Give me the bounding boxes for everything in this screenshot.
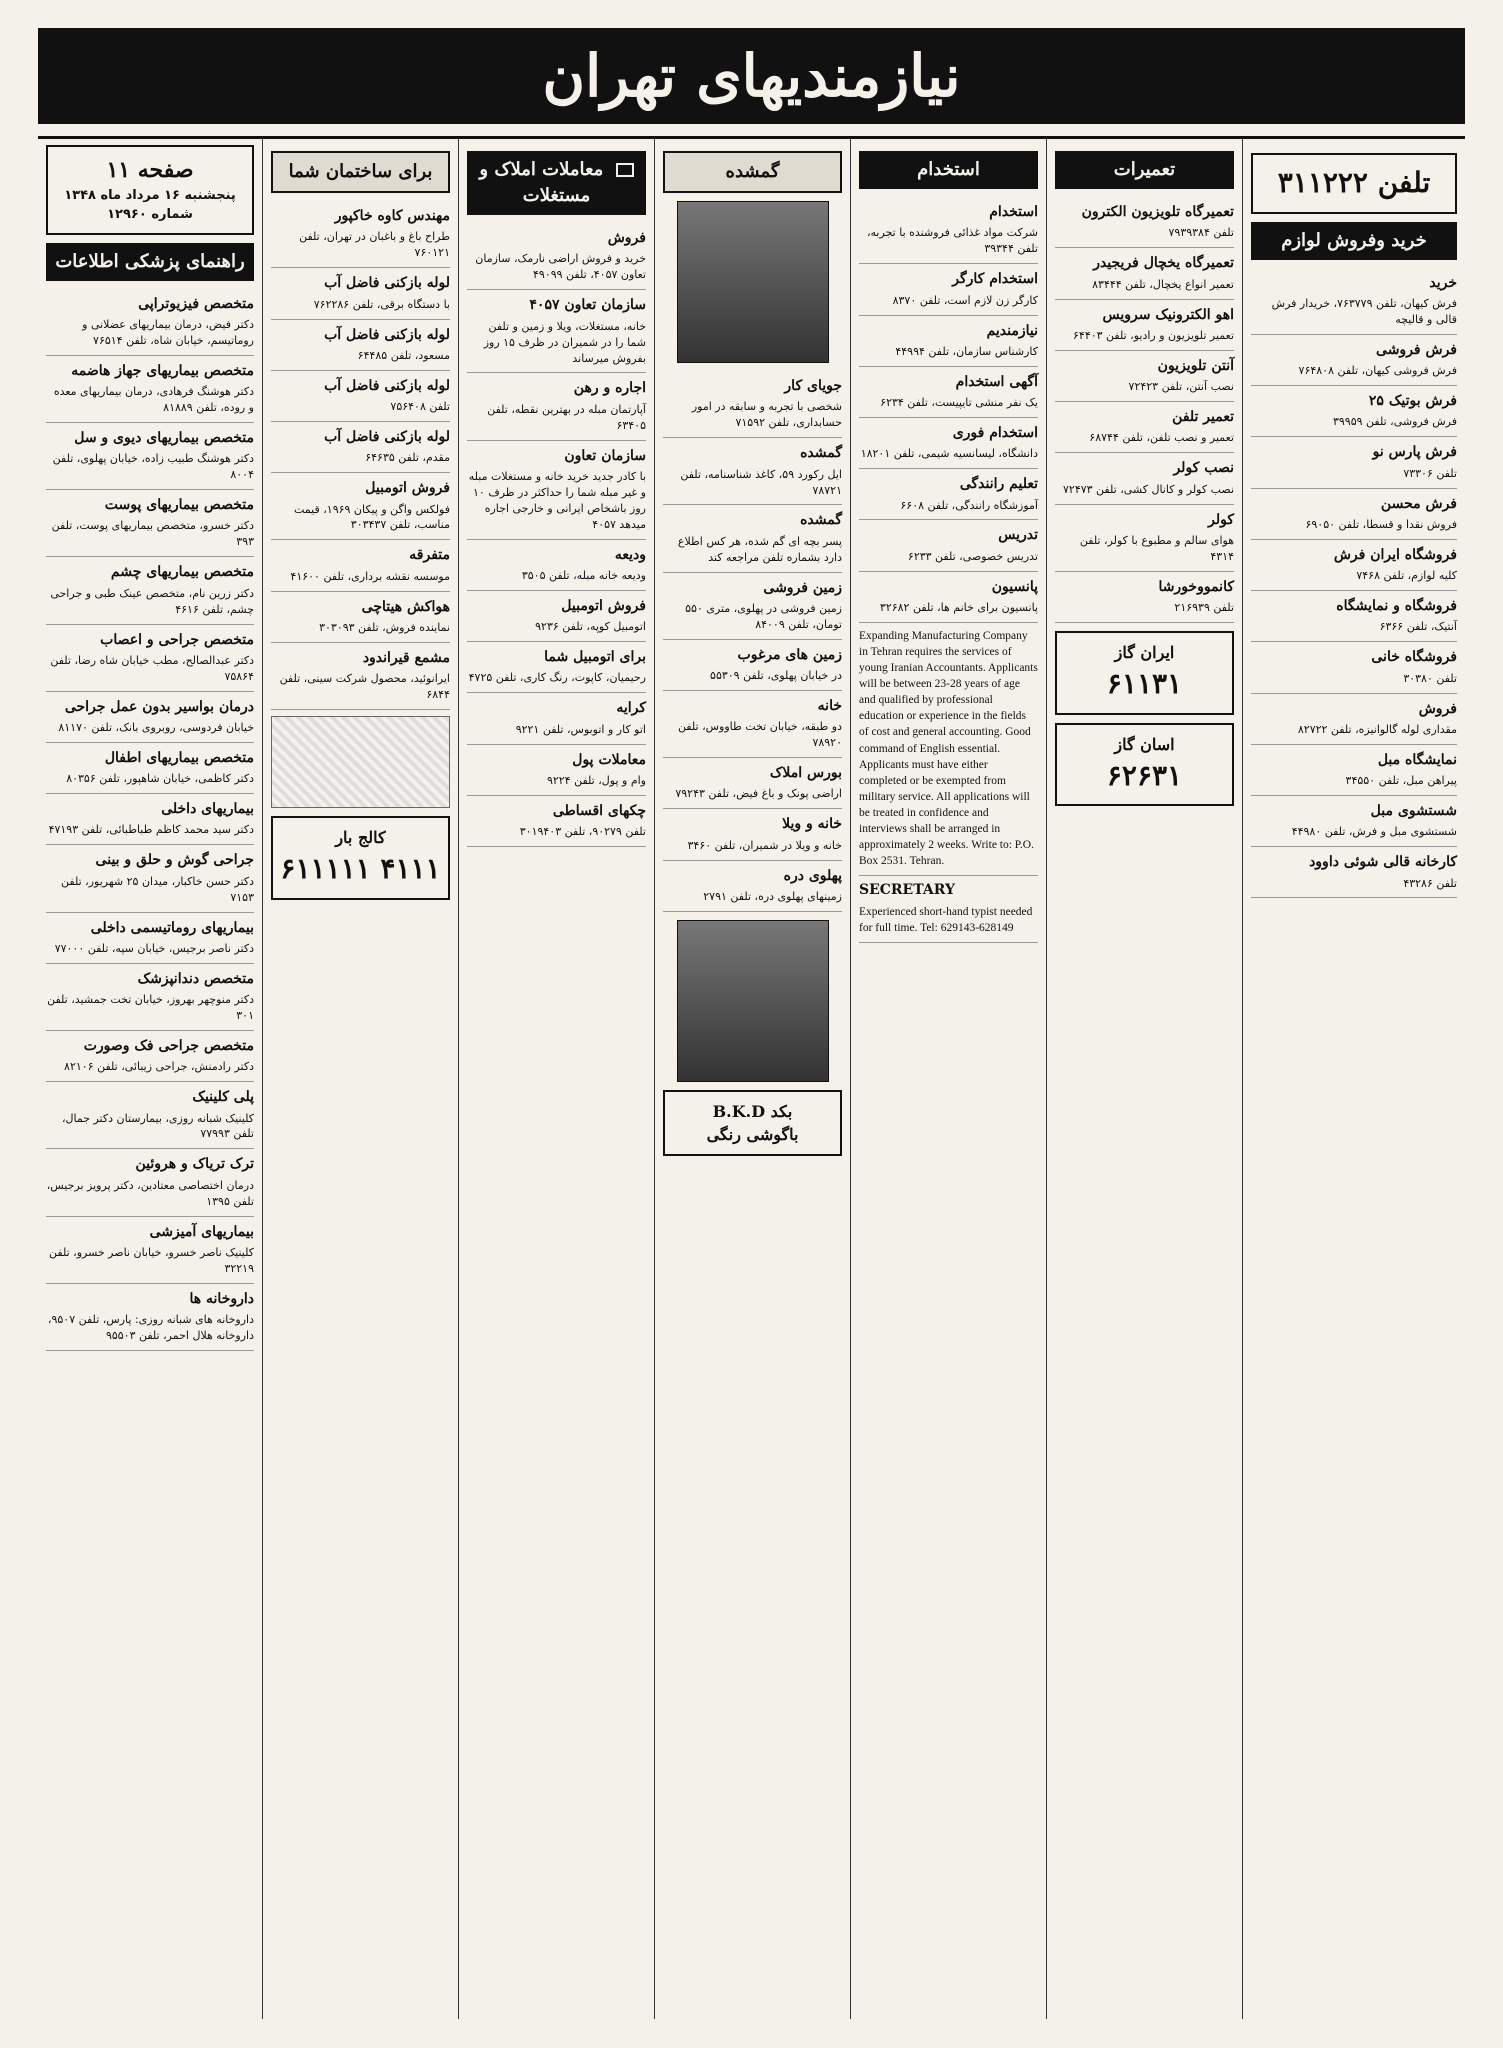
classified-ad: [1055, 300, 1234, 351]
classified-ad: [859, 367, 1038, 418]
column-1: [38, 139, 262, 2019]
ad-text: دکتر حسن خاکبار، میدان ۲۵ شهریور، تلفن ۷۱۵۳: [61, 874, 254, 904]
ad-text: مقدم، تلفن ۶۴۶۳۵: [365, 451, 450, 465]
classified-ad: [271, 201, 450, 268]
ad-text: دکتر هوشنگ فرهادی، درمان بیماریهای معده و روده، تلفن ۸۱۸۸۹: [53, 385, 254, 415]
classified-ad: [1251, 386, 1457, 437]
section-title: راهنمای پزشکی اطلاعات: [46, 243, 254, 281]
ad-text: آنتیک، تلفن ۶۳۶۶: [1379, 620, 1457, 634]
classified-ad: [467, 223, 646, 290]
ad-text: ایل رکورد ۵۹، کاغذ شناسنامه، تلفن ۷۸۷۲۱: [680, 467, 842, 497]
classified-ad: [467, 693, 646, 744]
classified-ad: [271, 643, 450, 710]
ad-text: آپارتمان مبله در بهترین نقطه، تلفن ۶۳۴۰۵: [487, 402, 646, 432]
english-job-ad: Expanding Manufacturing Company in Tehran requires the services of young Iranian Accountants. Applicants will be between 23-28 years of age and qualified by professional education or experience in the fields of cost and general accounting. Good command of English essential. Applicants must have either completed or be exempted from military service. All applications will be treated in confidence and interviews shall be arranged in approximately 2 weeks. Write to: P.O. Box 2531. Tehran.: [859, 623, 1038, 876]
classified-ad: [46, 913, 254, 964]
ad-text: تلفن ۷۹۳۹۳۸۴: [1168, 226, 1234, 240]
ad-text: با کادر جدید خرید خانه و مستغلات مبله و غیر مبله شما را حداکثر در ظرف ۱۰ روز باشخاص ایرانی و خارجی اجاره میدهد ۴۰۵۷: [468, 469, 646, 531]
ad-text: درمان اختصاصی معتادین، دکتر پرویز برجیس، تلفن ۱۳۹۵: [46, 1178, 254, 1208]
ad-text: کلینیک ناصر خسرو، خیابان ناصر خسرو، تلفن ۳۲۲۱۹: [49, 1245, 254, 1275]
ad-title: پهلوی دره: [783, 867, 842, 884]
ad-title: اجاره و رهن: [573, 380, 646, 397]
ad-text: Experienced short-hand typist needed for full time. Tel: 629143-628149: [859, 905, 1033, 934]
ad-title: شستشوی مبل: [1370, 802, 1457, 819]
ad-text: تلفن ۳۰۳۸۰: [1403, 671, 1457, 685]
classified-ad: [271, 592, 450, 643]
secretary-ad: [859, 876, 1038, 943]
ad-text: دکتر فیض، درمان بیماریهای عضلانی و روماتیسم، خیابان شاه، تلفن ۷۶۵۱۴: [82, 317, 254, 347]
ad-title: داروخانه ها: [189, 1290, 254, 1307]
ad-text: دکتر ناصر برجیس، خیابان سپه، تلفن ۷۷۰۰۰: [54, 941, 254, 955]
ad-text: دکتر رادمنش، جراحی زیبائی، تلفن ۸۲۱۰۶: [64, 1060, 254, 1074]
ad-title: چکهای اقساطی: [552, 802, 646, 819]
ad-title: زمین فروشی: [763, 579, 842, 596]
classified-ad: [663, 505, 842, 572]
column-6: [1046, 139, 1242, 2019]
section-title: استخدام: [859, 151, 1038, 189]
ad-title: سازمان تعاون ۴۰۵۷: [529, 297, 646, 314]
section-title: [467, 151, 646, 215]
classified-ad: [663, 691, 842, 758]
ad-title: تعمیرگاه یخچال فریجیدر: [1093, 255, 1234, 272]
ad-title: نصب کولر: [1173, 460, 1234, 477]
classified-ad: [1055, 505, 1234, 572]
classified-ad: [1251, 489, 1457, 540]
ad-title: SECRETARY: [859, 882, 955, 899]
classified-ad: [859, 316, 1038, 367]
classified-ad: [46, 794, 254, 845]
classified-ad: [467, 591, 646, 642]
ad-title: لوله بازکنی فاضل آب: [324, 275, 450, 292]
ad-title: جویای کار: [784, 378, 842, 395]
classified-ad: [859, 520, 1038, 571]
classified-ad: [467, 642, 646, 693]
ad-text: فولکس واگن و پیکان ۱۹۶۹، قیمت مناسب، تلفن ۳۰۳۴۳۷: [294, 502, 450, 532]
ad-text: فرش کیهان، تلفن ۷۶۳۷۷۹، خریدار فرش قالی و قالیچه: [1271, 296, 1457, 326]
ad-text: نصب کولر و کانال کشی، تلفن ۷۲۴۷۳: [1063, 482, 1234, 496]
ad-title: اهو الکترونیک سرویس: [1102, 306, 1234, 323]
classified-ad: [467, 540, 646, 591]
ad-title: نیازمندیم: [986, 322, 1038, 339]
ad-title: خرید: [1429, 274, 1457, 291]
ads-list: [663, 371, 842, 912]
iran-gaz-ad: [1055, 631, 1234, 715]
classified-ad: [467, 290, 646, 373]
classified-ad: [1055, 197, 1234, 248]
ad-title: فروشگاه ایران فرش: [1333, 546, 1457, 563]
classified-ad: [46, 423, 254, 490]
classified-ad: [46, 1217, 254, 1284]
classified-ad: [467, 745, 646, 796]
ad-text: اراضی پونک و باغ فیض، تلفن ۷۹۲۴۳: [675, 787, 842, 801]
ad-text: شستشوی مبل و فرش، تلفن ۴۴۹۸۰: [1291, 825, 1457, 839]
ad-text: نصب آنتن، تلفن ۷۲۴۲۳: [1128, 380, 1234, 394]
column-2: [262, 139, 458, 2019]
ad-text: تعمیر تلویزیون و رادیو، تلفن ۶۴۴۰۳: [1073, 328, 1234, 342]
ad-title: لوله بازکنی فاضل آب: [324, 377, 450, 394]
ads-list: [1055, 197, 1234, 623]
phone-header-number: تلفن ۳۱۱۲۲۲: [1277, 166, 1431, 199]
ad-text: خیابان فردوسی، روبروی بانک، تلفن ۸۱۱۷۰: [58, 721, 254, 734]
classified-ad: [271, 268, 450, 319]
classified-ad: [1251, 540, 1457, 591]
classified-ad: [1055, 572, 1234, 623]
ad-title: بیماریهای روماتیسمی داخلی: [90, 919, 254, 936]
ad-text: طراح باغ و باغبان در تهران، تلفن ۷۶۰۱۲۱: [299, 230, 450, 260]
ad-label: اسان گاز: [1114, 734, 1175, 754]
ad-title: ودیعه: [614, 546, 646, 563]
classified-ad: [859, 418, 1038, 469]
ad-text: پیراهن مبل، تلفن ۳۴۵۵۰: [1345, 774, 1457, 788]
ad-title: بیماریهای داخلی: [161, 801, 254, 818]
section-title: خرید وفروش لوازم: [1251, 222, 1457, 260]
ad-title: برای اتومبیل شما: [544, 649, 646, 666]
ad-text: دکتر سید محمد کاظم طباطبائی، تلفن ۴۷۱۹۳: [48, 823, 254, 837]
ad-title: متخصص جراحی و اعصاب: [100, 631, 254, 648]
ad-text: تعمیر و نصب تلفن، تلفن ۶۸۷۴۴: [1089, 431, 1234, 445]
ad-title: آنتن تلویزیون: [1157, 357, 1234, 374]
ad-title: زمین های مرغوب: [737, 646, 842, 663]
bkd-ad: [663, 1090, 842, 1156]
ad-title: فروشگاه خانی: [1371, 649, 1457, 666]
classified-ad: [663, 809, 842, 860]
ad-title: آگهی استخدام: [955, 373, 1038, 390]
ad-title: فروش: [607, 230, 646, 247]
column-5: [850, 139, 1046, 2019]
classified-ad: [663, 438, 842, 505]
ad-text: تلفن ۷۳۳۰۶: [1403, 466, 1457, 480]
classified-ad: [46, 743, 254, 794]
classified-ad: [663, 573, 842, 640]
ad-text: در خیابان پهلوی، تلفن ۵۵۳۰۹: [710, 669, 842, 683]
ad-text: کلینیک شبانه روزی، بیمارستان دکتر جمال، تلفن ۷۷۹۹۳: [61, 1111, 254, 1141]
section-title-text: معاملات املاک و مستغلات: [479, 159, 604, 207]
classified-ad: [46, 964, 254, 1031]
ad-text: فرش فروشی کیهان، تلفن ۷۶۴۸۰۸: [1298, 364, 1457, 378]
ad-title: گمشده: [800, 445, 842, 462]
classified-ad: [46, 625, 254, 692]
ad-text: رحیمیان، کاپوت، رنگ کاری، تلفن ۴۷۲۵: [468, 671, 646, 685]
ad-text: تعمیر انواع یخچال، تلفن ۸۳۴۴۴: [1092, 277, 1234, 291]
classified-ad: [1251, 268, 1457, 335]
classified-ad: [859, 469, 1038, 520]
ad-text: نماینده فروش، تلفن ۳۰۳۰۹۳: [319, 620, 450, 634]
classified-ad: [663, 371, 842, 438]
portrait-photo-2: [677, 920, 829, 1082]
classified-ad: [46, 356, 254, 423]
ad-title: فروشگاه و نمایشگاه: [1336, 598, 1457, 615]
ad-text: هوای سالم و مطبوع با کولر، تلفن ۴۳۱۴: [1079, 533, 1234, 563]
classified-ad: [859, 572, 1038, 623]
classified-ad: [1251, 591, 1457, 642]
ad-text: دو طبقه، خیابان تخت طاووس، تلفن ۷۸۹۲۰: [677, 720, 842, 750]
ad-title: فرش پارس نو: [1372, 444, 1457, 461]
classified-ad: [46, 289, 254, 356]
classified-ad: [271, 371, 450, 422]
classified-ad: [271, 422, 450, 473]
ad-title: فروش اتومبیل: [561, 597, 646, 614]
ad-title: استخدام فوری: [952, 424, 1038, 441]
ad-title: نمایشگاه مبل: [1377, 751, 1457, 768]
ad-title: کولر: [1208, 511, 1234, 528]
ad-text: فرش فروشی، تلفن ۳۹۹۵۹: [1332, 415, 1457, 429]
ad-text: شرکت مواد غذائی فروشنده با تجربه، تلفن ۳۹۳۴۴: [866, 226, 1038, 256]
ad-text: دکتر عبدالصالح، مطب خیابان شاه رضا، تلفن ۷۵۸۶۴: [50, 653, 254, 683]
ad-text: وام و پول، تلفن ۹۲۲۴: [546, 773, 646, 787]
ad-text: تلفن ۴۳۲۸۶: [1403, 876, 1457, 890]
ad-title: تدریس: [998, 527, 1038, 544]
ad-text: مقداری لوله گالوانیزه، تلفن ۸۲۷۲۲: [1297, 722, 1457, 736]
classified-ad: [663, 640, 842, 691]
ad-title: پلی کلینیک: [192, 1089, 254, 1106]
ad-text: خرید و فروش اراضی نارمک، سازمان تعاون ۴۰۵۷، تلفن ۴۹۰۹۹: [475, 252, 646, 282]
classified-ad: [1251, 642, 1457, 693]
ad-text: تدریس خصوصی، تلفن ۶۲۳۳: [907, 549, 1038, 563]
issue-number: شماره ۱۲۹۶۰: [107, 206, 193, 222]
classified-ad: [46, 557, 254, 624]
ad-text: زمین فروشی در پهلوی، متری ۵۵۰ تومان، تلفن ۸۴۰۰۹: [685, 601, 842, 631]
ad-title: خانه: [817, 698, 842, 715]
ad-label: کالج بار: [335, 828, 386, 848]
ad-number: ۴۱۱۱ ۶۱۱۱۱۱: [280, 852, 441, 886]
ad-title: متخصص بیماریهای جهاز هاضمه: [71, 362, 254, 379]
ad-title: تعلیم رانندگی: [959, 476, 1038, 493]
ad-text: کارگر زن لازم است، تلفن ۸۳۷۰: [892, 293, 1038, 307]
house-icon: [616, 163, 634, 177]
classified-ad: [46, 692, 254, 743]
column-4: [654, 139, 850, 2019]
ad-title: مشمع قیراندود: [362, 649, 450, 666]
ad-text: داروخانه های شبانه روزی: پارس، تلفن ۹۵۰۷، داروخانه هلال احمر، تلفن ۹۵۵۰۳: [47, 1313, 254, 1342]
ad-title: متخصص بیماریهای دیوی و سل: [74, 430, 254, 447]
ad-text: تلفن ۹۰۲۷۹، تلفن ۳۰۱۹۴۰۳: [519, 825, 646, 839]
ad-title: متفرقه: [409, 547, 450, 564]
classified-ad: [1055, 402, 1234, 453]
classified-ad: [46, 1149, 254, 1216]
classified-ad: [46, 1082, 254, 1149]
ad-text: دکتر خسرو، متخصص بیماریهای پوست، تلفن ۳۹۳: [51, 519, 254, 549]
ad-text: کارشناس سازمان، تلفن ۴۴۹۹۴: [895, 344, 1038, 358]
ad-text: با دستگاه برقی، تلفن ۷۶۲۲۸۶: [313, 297, 450, 311]
column-7: [1242, 139, 1465, 2019]
section-title: گمشده: [663, 151, 842, 193]
classified-ad: [467, 796, 646, 847]
ad-title: جراحی گوش و حلق و بینی: [95, 852, 254, 869]
ad-text: دانشگاه، لیسانسیه شیمی، تلفن ۱۸۲۰۱: [860, 447, 1038, 461]
classified-ad: [46, 1284, 254, 1351]
ad-title: متخصص بیماریهای اطفال: [104, 749, 254, 766]
phone-header: [1251, 153, 1457, 214]
ad-text: دکتر زرین نام، متخصص عینک طبی و جراحی چشم، تلفن ۴۶۱۶: [50, 586, 254, 616]
ad-title: فرش فروشی: [1376, 341, 1457, 358]
ad-text: ودیعه خانه مبله، تلفن ۳۵۰۵: [521, 568, 646, 582]
classified-ad: [859, 197, 1038, 264]
issue-info: [46, 145, 254, 235]
ad-title: فرش محسن: [1380, 495, 1457, 512]
ad-title: درمان بواسیر بدون عمل جراحی: [64, 698, 254, 715]
classified-ad: [1251, 437, 1457, 488]
ad-title: مهندس کاوه خاکپور: [334, 208, 450, 225]
classified-ad: [46, 1031, 254, 1082]
ad-text: خانه، مستغلات، ویلا و زمین و تلفن شما را در شمیران در ظرف ۱۵ روز بفروش میرساند: [483, 319, 646, 365]
classified-ad: [467, 441, 646, 540]
ad-text: موسسه نقشه برداری، تلفن ۴۱۶۰۰: [290, 569, 450, 583]
ad-title: تعمیر تلفن: [1172, 409, 1234, 426]
ads-list: [467, 223, 646, 847]
classified-ad: [859, 264, 1038, 315]
classified-ad: [46, 845, 254, 912]
ads-list: [859, 197, 1038, 623]
ad-title: متخصص بیماریهای چشم: [110, 564, 254, 581]
column-3: [458, 139, 654, 2019]
ad-text: آموزشگاه رانندگی، تلفن ۶۶۰۸: [900, 498, 1038, 512]
ad-text: فروش نقدا و قسطا، تلفن ۶۹۰۵۰: [1305, 517, 1457, 531]
classified-ad: [1251, 694, 1457, 745]
ad-text: ایرانوئید، محصول شرکت سینی، تلفن ۶۸۴۴: [279, 672, 450, 702]
ad-title: سازمان تعاون: [564, 447, 646, 464]
ad-text: خانه و ویلا در شمیران، تلفن ۳۴۶۰: [687, 838, 842, 852]
ad-text: تلفن ۷۵۶۴۰۸: [390, 400, 450, 414]
ad-title: استخدام کارگر: [952, 271, 1038, 288]
classified-ad: [1251, 847, 1457, 898]
ad-title: استخدام: [989, 204, 1038, 221]
classified-ad: [1055, 351, 1234, 402]
ad-number: باگوشی رنگی: [706, 1125, 799, 1145]
ad-title: هواکش هیتاچی: [361, 598, 450, 615]
classified-ad: [1055, 453, 1234, 504]
classified-ad: [1251, 796, 1457, 847]
ad-title: فروش اتومبیل: [365, 480, 450, 497]
ad-title: لوله بازکنی فاضل آب: [324, 326, 450, 343]
ad-label: ایران گاز: [1114, 642, 1175, 662]
ad-text: پانسیون برای خانم ها، تلفن ۳۲۶۸۲: [879, 600, 1038, 614]
ad-title: پانسیون: [991, 578, 1038, 595]
ad-title: متخصص دندانپزشک: [137, 970, 254, 987]
ads-list: [271, 201, 450, 710]
ad-text: یک نفر منشی تایپیست، تلفن ۶۲۳۴: [880, 396, 1038, 410]
ad-number: ۶۲۶۳۱: [1106, 758, 1183, 792]
ad-title: فرش بوتیک ۲۵: [1368, 393, 1457, 410]
ad-text: دکتر کاظمی، خیابان شاهپور، تلفن ۸۰۳۵۶: [66, 772, 254, 786]
page-number: صفحه ۱۱: [106, 157, 194, 183]
classified-ad: [663, 758, 842, 809]
classified-ad: [1055, 248, 1234, 299]
ad-title: کارخانه قالی شوئی داوود: [1309, 854, 1457, 871]
ad-number: ۶۱۱۳۱: [1106, 667, 1183, 701]
ad-title: بورس املاک: [769, 765, 842, 782]
ad-title: متخصص جراحی فک وصورت: [83, 1037, 254, 1054]
ad-title: لوله بازکنی فاضل آب: [324, 428, 450, 445]
ad-title: فروش: [1418, 700, 1457, 717]
fan-illustration: [271, 716, 450, 808]
college-bar-ad: [271, 816, 450, 900]
classified-ad: [46, 490, 254, 557]
ad-text: دکتر هوشنگ طبیب زاده، خیابان پهلوی، تلفن ۸۰۰۴: [52, 452, 254, 482]
ad-text: پسر بچه ای گم شده، هر کس اطلاع دارد بشماره تلفن مراجعه کند: [677, 534, 842, 564]
ad-text: مسعود، تلفن ۶۴۴۸۵: [357, 348, 450, 362]
ad-text: اتومبیل کوپه، تلفن ۹۲۳۶: [535, 620, 646, 634]
ad-text: تلفن ۲۱۶۹۳۹: [1174, 600, 1234, 614]
classified-ad: [271, 540, 450, 591]
masthead-title: نیازمندیهای تهران: [38, 28, 1465, 124]
classified-ad: [1251, 335, 1457, 386]
ad-label: بکد B.K.D: [712, 1101, 793, 1121]
ad-title: متخصص فیزیوتراپی: [138, 295, 254, 312]
ad-title: گمشده: [800, 512, 842, 529]
classified-ad: [663, 861, 842, 912]
ad-title: بیماریهای آمیزشی: [149, 1223, 254, 1240]
ad-text: اتو کار و اتوبوس، تلفن ۹۲۲۱: [515, 722, 646, 736]
ad-title: متخصص بیماریهای پوست: [104, 497, 254, 514]
ad-text: زمینهای پهلوی دره، تلفن ۲۷۹۱: [703, 889, 842, 903]
ad-text: کلیه لوازم، تلفن ۷۴۶۸: [1356, 569, 1457, 583]
ad-title: تعمیرگاه تلویزیون الکترون: [1081, 204, 1234, 221]
ad-title: ترک تریاک و هروئین: [135, 1156, 254, 1173]
classified-ad: [271, 320, 450, 371]
ad-title: کانمووخورشا: [1158, 578, 1234, 595]
ad-title: کرایه: [616, 700, 646, 717]
columns: [38, 136, 1465, 2019]
ad-text: دکتر منوچهر بهروز، خیابان تخت جمشید، تلفن ۳۰۱: [47, 993, 254, 1023]
section-title: برای ساختمان شما: [271, 151, 450, 193]
ads-list: [46, 289, 254, 1351]
section-title: تعمیرات: [1055, 151, 1234, 189]
ad-title: خانه و ویلا: [782, 816, 842, 833]
asan-gaz-ad: [1055, 723, 1234, 807]
issue-date: پنجشنبه ۱۶ مرداد ماه ۱۳۴۸: [64, 187, 236, 203]
portrait-photo: [677, 201, 829, 363]
ads-list: [1251, 268, 1457, 899]
ad-title: معاملات پول: [572, 751, 646, 768]
classified-ad: [271, 473, 450, 540]
ad-text: شخصی با تجربه و سابقه در امور حسابداری، تلفن ۷۱۵۹۲: [691, 400, 842, 430]
classified-ad: [467, 373, 646, 440]
classified-ad: [1251, 745, 1457, 796]
